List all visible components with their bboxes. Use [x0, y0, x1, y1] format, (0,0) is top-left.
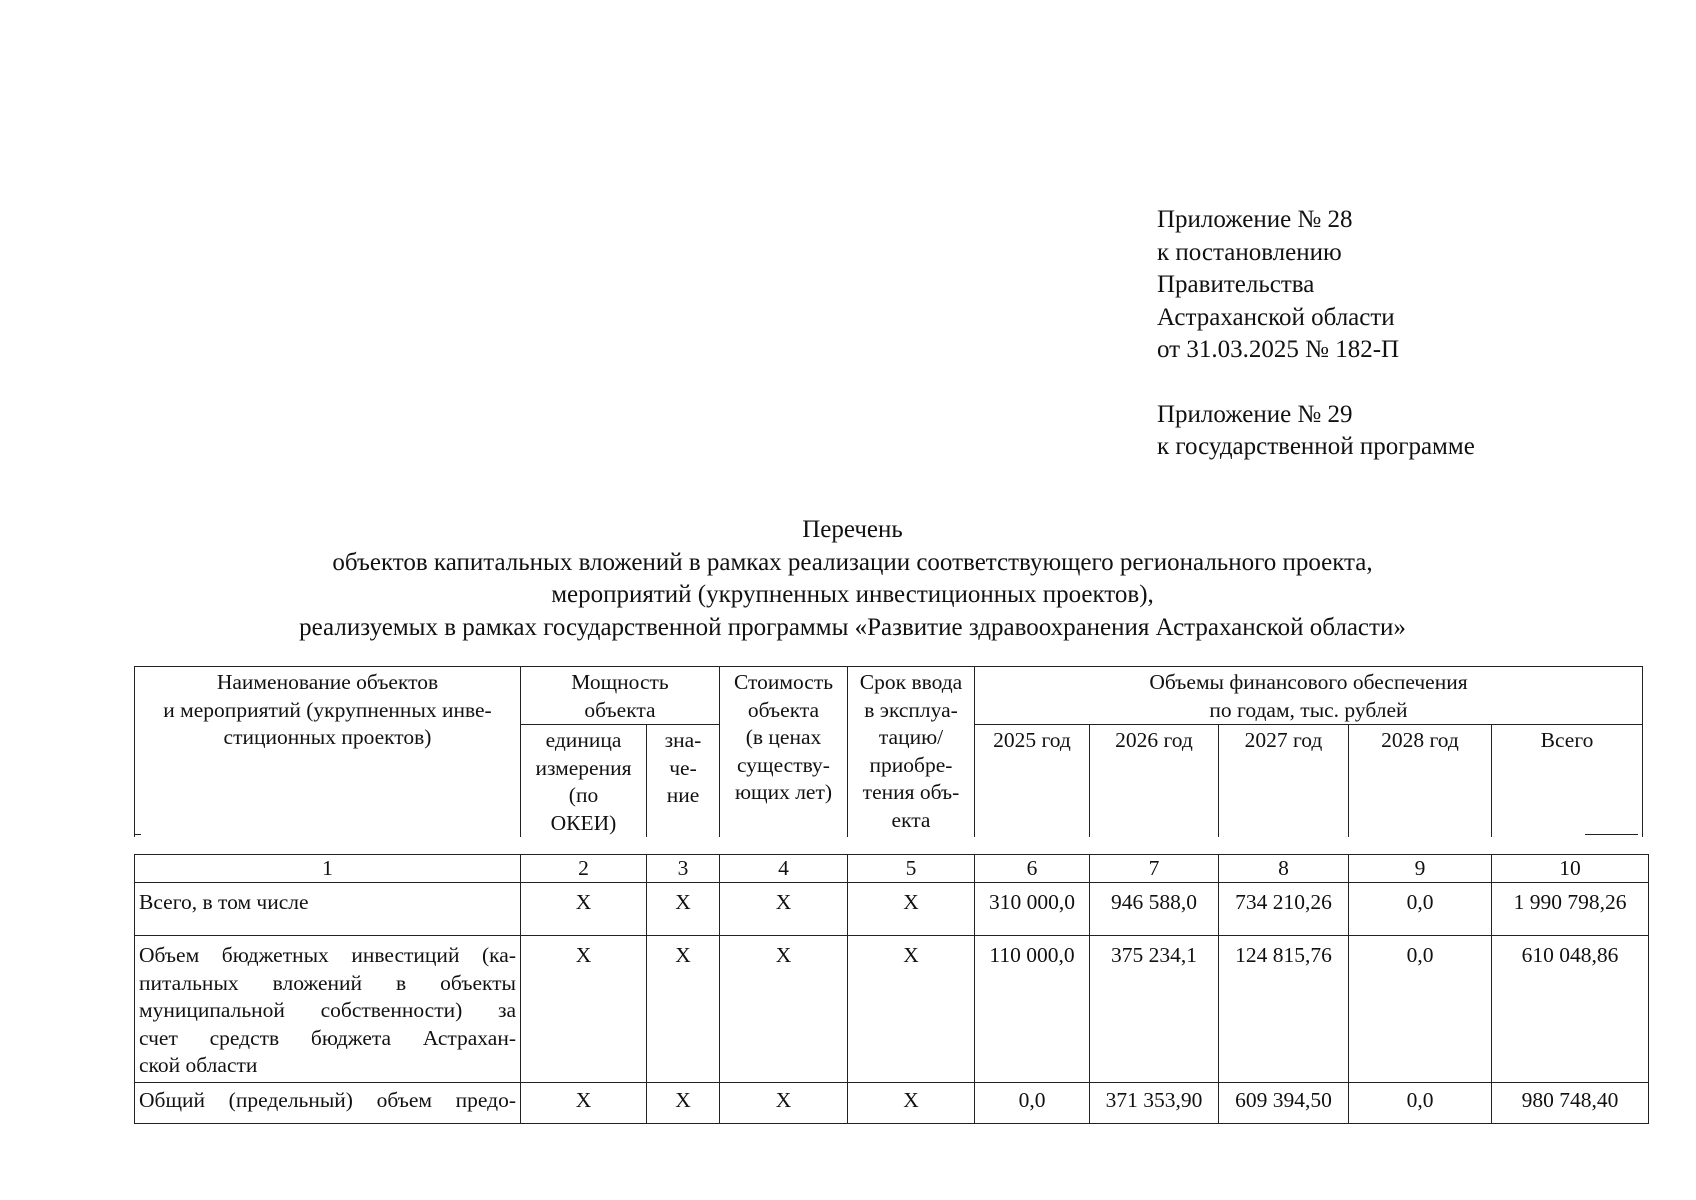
appendix-28-line: Правительства — [1157, 271, 1315, 298]
header-value-line: зна- — [664, 728, 702, 752]
column-number-row — [135, 855, 1649, 883]
row-name-line: счет средств бюджета Астрахан- — [139, 1025, 516, 1050]
appendix-28-line: Астраханской области — [1157, 303, 1395, 331]
row-cell: 0,0 — [1349, 936, 1492, 1083]
appendix-29-line: Приложение № 29 — [1157, 400, 1353, 428]
column-number: 5 — [848, 855, 975, 883]
column-number: 1 — [135, 855, 521, 883]
appendix-28-line: к постановлению — [1157, 238, 1342, 266]
appendix-block — [1157, 204, 1475, 464]
table-header — [134, 666, 1643, 837]
appendix-28-line: от 31.03.2025 № 182-П — [1157, 336, 1400, 363]
title-line: Перечень — [802, 516, 903, 543]
header-unit-cell — [521, 725, 647, 838]
table-row — [135, 936, 1649, 1083]
row-cell: 0,0 — [975, 1082, 1090, 1123]
row-name-cell — [135, 883, 521, 936]
title-line: реализуемых в рамках государственной программы «Развитие здравоохранения Астраханской области» — [299, 613, 1406, 641]
header-unit-line: единица — [545, 728, 622, 752]
header-capacity-cell — [521, 667, 720, 725]
row-cell: 0,0 — [1349, 1082, 1492, 1123]
header-term-line: в эксплуа- — [864, 697, 958, 722]
header-term-cell — [848, 667, 975, 838]
row-cell: X — [848, 883, 975, 936]
row-cell: X — [521, 1082, 647, 1123]
row-cell: X — [720, 883, 848, 936]
header-year-2026: 2026 год — [1090, 725, 1219, 838]
row-name-line: Объем бюджетных инвестиций (ка- — [139, 943, 516, 967]
row-cell: 609 394,50 — [1219, 1082, 1349, 1123]
header-value-line: ние — [666, 783, 700, 807]
row-cell: X — [647, 936, 720, 1083]
row-cell: X — [848, 936, 975, 1083]
appendix-28-line: Приложение № 28 — [1157, 206, 1353, 233]
row-cell: 980 748,40 — [1492, 1082, 1649, 1123]
row-name-line: муниципальной собственности) за — [139, 998, 516, 1022]
column-number: 3 — [647, 855, 720, 883]
appendix-29-line: к государственной программе — [1157, 433, 1475, 460]
column-number: 2 — [521, 855, 647, 883]
header-term-line: тацию/ — [878, 725, 944, 749]
column-number: 7 — [1090, 855, 1219, 883]
row-cell: 734 210,26 — [1219, 883, 1349, 936]
row-name-cell — [135, 936, 521, 1083]
row-cell: 110 000,0 — [975, 936, 1090, 1083]
header-value-cell — [647, 725, 720, 838]
row-cell: X — [720, 1082, 848, 1123]
row-cell: 1 990 798,26 — [1492, 883, 1649, 936]
row-cell: X — [848, 1082, 975, 1123]
document-title — [140, 514, 1565, 644]
header-term-line: тения объ- — [862, 780, 960, 804]
header-cost-line: существу- — [737, 752, 830, 777]
header-term-line: приобре- — [869, 752, 953, 777]
row-cell: X — [647, 883, 720, 936]
header-total: Всего — [1492, 725, 1643, 838]
header-bottom-tick-right — [1585, 834, 1638, 835]
row-cell: X — [720, 936, 848, 1083]
header-year-2027: 2027 год — [1219, 725, 1349, 838]
header-capacity-line: Мощность — [571, 670, 669, 694]
row-cell: 610 048,86 — [1492, 936, 1649, 1083]
row-name-line: Всего, в том числе — [139, 890, 309, 914]
header-funding-cell — [975, 667, 1643, 725]
row-cell: X — [521, 883, 647, 936]
column-number: 9 — [1349, 855, 1492, 883]
column-number: 6 — [975, 855, 1090, 883]
header-name-cell — [135, 667, 521, 838]
table-row — [135, 1082, 1649, 1123]
header-year-2028: 2028 год — [1349, 725, 1492, 838]
header-year-2025: 2025 год — [975, 725, 1090, 838]
header-funding-line: по годам, тыс. рублей — [1209, 697, 1408, 722]
title-line: объектов капитальных вложений в рамках реализации соответствующего регионального проекта, — [332, 548, 1373, 576]
row-name-line: питальных вложений в объекты — [139, 970, 516, 995]
header-cost-line: объекта — [747, 697, 820, 722]
header-bottom-tick-left — [134, 824, 141, 835]
row-cell: 124 815,76 — [1219, 936, 1349, 1083]
header-cost-line: ющих лет) — [734, 780, 833, 804]
header-cost-cell — [720, 667, 848, 838]
header-name-line: Наименование объектов — [216, 670, 439, 694]
header-unit-line: измерения — [535, 755, 632, 780]
appendix-gap — [1157, 367, 1475, 399]
header-term-line: екта — [891, 807, 931, 832]
row-cell: 371 353,90 — [1090, 1082, 1219, 1123]
table-row — [135, 883, 1649, 936]
row-cell: 375 234,1 — [1090, 936, 1219, 1083]
row-cell: 0,0 — [1349, 883, 1492, 936]
header-unit-line: ОКЕИ) — [550, 810, 617, 835]
header-cost-line: (в ценах — [745, 725, 822, 749]
header-unit-line: (по — [568, 783, 599, 807]
row-cell: X — [647, 1082, 720, 1123]
row-name-cell — [135, 1082, 521, 1123]
row-cell: 310 000,0 — [975, 883, 1090, 936]
header-funding-line: Объемы финансового обеспечения — [1149, 670, 1468, 694]
column-number: 8 — [1219, 855, 1349, 883]
header-value-line: че- — [669, 755, 697, 780]
data-table — [134, 854, 1649, 1124]
header-term-line: Срок ввода — [859, 670, 963, 694]
row-name-line: ской области — [139, 1053, 258, 1077]
column-number: 4 — [720, 855, 848, 883]
row-cell: 946 588,0 — [1090, 883, 1219, 936]
header-name-line: стиционных проектов) — [223, 725, 432, 749]
row-cell: X — [521, 936, 647, 1083]
row-name-line: Общий (предельный) объем предо- — [139, 1087, 516, 1112]
column-number: 10 — [1492, 855, 1649, 883]
title-line: мероприятий (укрупненных инвестиционных проектов), — [551, 581, 1154, 608]
header-cost-line: Стоимость — [733, 670, 834, 694]
header-name-line: и мероприятий (укрупненных инве- — [163, 697, 492, 722]
header-capacity-line: объекта — [584, 697, 656, 722]
